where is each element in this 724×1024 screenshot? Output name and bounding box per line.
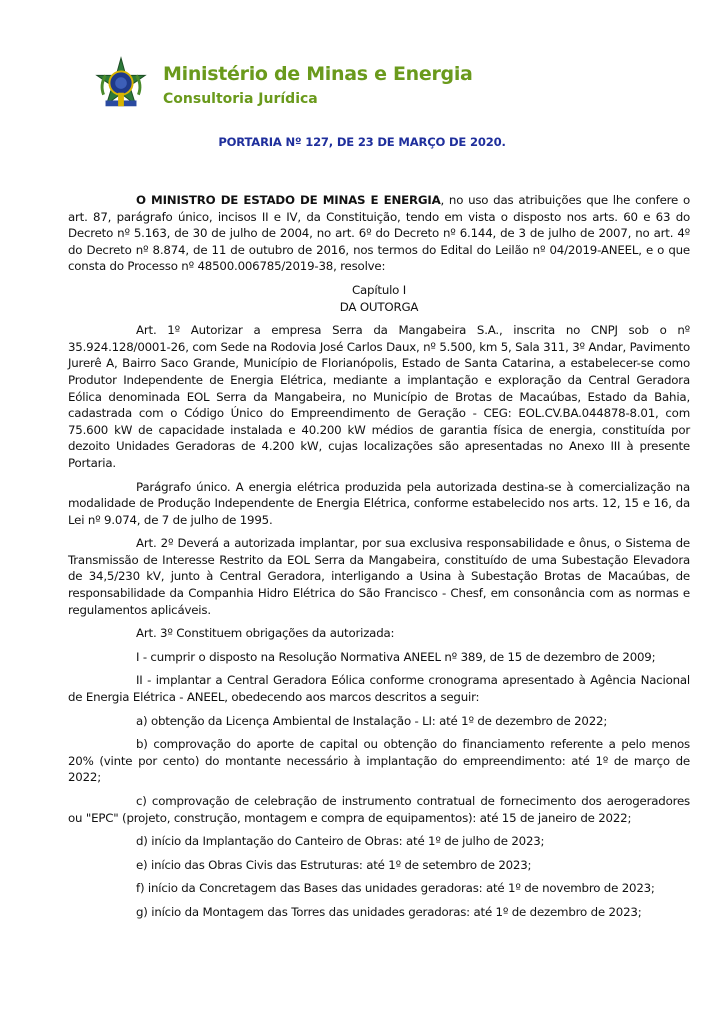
item-g: g) início da Montagem das Torres das unidades geradoras: até 1º de dezembro de 2023;: [136, 904, 642, 919]
article-3: Art. 3º Constituem obrigações da autorizada:: [136, 626, 395, 641]
ministry-title: Ministério de Minas e Energia: [163, 63, 473, 85]
article-1: Art. 1º Autorizar a empresa Serra da Mangabeira S.A., inscrita no CNPJ sob o nº 35.924.128/0001-26, com Sede na Rodovia José Carlos Daux, nº 5.500, km 5, Sala 311, 3º Andar, Pavimento Jurerê A, Bairro Saco Grande, Município de Florianópolis, Estado de Santa Catarina, a estabelecer-se como Produtor Independente de Energia Elétrica, mediante a implantação e exploração da Central Geradora Eólica denominada EOL Serra da Mangabeira, no Município de Brotas de Macaúbas, Estado da Bahia, cadastrada com o Código Único do Empreendimento de Geração - CEG: EOL.CV.BA.044878-8.01, com 75.600 kW de capacidade instalada e 40.200 kW médios de garantia física de energia, constituída por dezoito Unidades Geradoras de 4.200 kW, cujas localizações são apresentadas no Anexo III à presente Portaria.: [68, 323, 690, 470]
portaria-title: PORTARIA Nº 127, DE 23 DE MARÇO DE 2020.: [218, 135, 506, 149]
document-body: [68, 192, 690, 921]
inciso-1: I - cumprir o disposto na Resolução Normativa ANEEL nº 389, de 15 de dezembro de 2009;: [136, 649, 656, 664]
brasao-coat-of-arms: [92, 56, 150, 114]
item-a: a) obtenção da Licença Ambiental de Instalação - LI: até 1º de dezembro de 2022;: [136, 713, 608, 728]
item-b: b) comprovação do aporte de capital ou obtenção do financiamento referente a pelo menos 20% (vinte por cento) do montante necessário à implantação do empreendimento: até 1º de março de 2022;: [68, 737, 690, 785]
ministry-subtitle: Consultoria Jurídica: [163, 91, 318, 107]
preamble-paragraph: [68, 192, 690, 275]
item-e: e) início das Obras Civis das Estruturas: até 1º de setembro de 2023;: [136, 857, 532, 872]
preamble-bold: O MINISTRO DE ESTADO DE MINAS E ENERGIA: [136, 193, 441, 207]
item-f: f) início da Concretagem das Bases das unidades geradoras: até 1º de novembro de 2023;: [136, 881, 655, 896]
chapter-title: DA OUTORGA: [339, 299, 419, 314]
inciso-2: II - implantar a Central Geradora Eólica conforme cronograma apresentado à Agência Nacional de Energia Elétrica - ANEEL, obedecendo aos marcos descritos a seguir:: [68, 673, 690, 705]
item-d: d) início da Implantação do Canteiro de Obras: até 1º de julho de 2023;: [136, 834, 545, 849]
item-c: c) comprovação de celebração de instrumento contratual de fornecimento dos aerogeradores ou "EPC" (projeto, construção, montagem e compra de equipamentos): até 15 de janeiro de 2022;: [68, 794, 690, 825]
chapter-heading: Capítulo I: [351, 282, 407, 297]
paragrafo-unico: Parágrafo único. A energia elétrica produzida pela autorizada destina-se à comercialização na modalidade de Produção Independente de Energia Elétrica, conforme estabelecido nos arts. 12, 15 e 16, da Lei nº 9.074, de 7 de julho de 1995.: [68, 479, 690, 527]
preamble-text: , no uso das atribuições que lhe confere o art. 87, parágrafo único, incisos II e IV, da Constituição, tendo em vista o disposto nos arts. 60 e 63 do Decreto nº 5.163, de 30 de julho de 2004, no art. 6º do Decreto nº 6.144, de 3 de julho de 2007, no art. 4º do Decreto nº 8.874, de 11 de outubro de 2016, nos termos do Edital do Leilão nº 04/2019-ANEEL, e o que consta do Processo nº 48500.006785/2019-38, resolve:: [68, 193, 690, 274]
article-2: Art. 2º Deverá a autorizada implantar, por sua exclusiva responsabilidade e ônus, o Sistema de Transmissão de Interesse Restrito da EOL Serra da Mangabeira, constituído de uma Subestação Elevadora de 34,5/230 kV, junto à Central Geradora, interligando a Usina à Subestação Brotas de Macaúbas, de responsabilidade da Companhia Hidro Elétrica do São Francisco - Chesf, em consonância com as normas e regulamentos aplicáveis.: [68, 536, 690, 617]
